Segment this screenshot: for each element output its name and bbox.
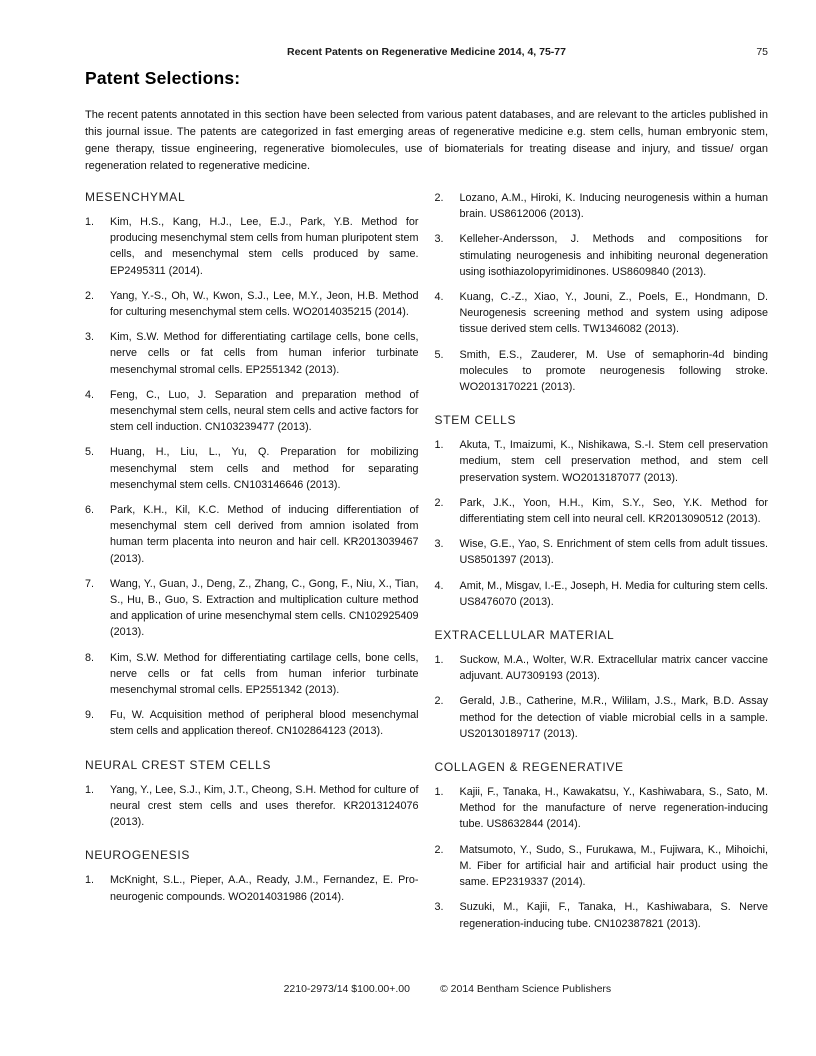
section-heading: NEURAL CREST STEM CELLS xyxy=(85,757,272,772)
reference-number: 2. xyxy=(434,496,444,509)
reference-number: 2. xyxy=(434,843,444,856)
patent-reference xyxy=(435,190,769,222)
reference-number: 7. xyxy=(85,577,95,590)
reference-text: Matsumoto, Y., Sudo, S., Furukawa, M., Fujiwara, K., Mihoichi, M. Fiber for artificial hair and artificial hair product using the same. EP2319337 (2014). xyxy=(459,843,768,889)
reference-number: 3. xyxy=(434,233,444,246)
reference-number: 4. xyxy=(434,579,444,592)
reference-number: 1. xyxy=(434,439,444,452)
patent-reference xyxy=(85,650,419,699)
patent-reference xyxy=(85,707,419,739)
patent-section xyxy=(85,190,419,740)
reference-text: Feng, C., Luo, J. Separation and preparation method of mesenchymal stem cells, neural stem cells and active factors for stem cell induction. CN103239477 (2013). xyxy=(110,388,419,434)
patent-reference xyxy=(85,576,419,641)
reference-text: Wang, Y., Guan, J., Deng, Z., Zhang, C., Gong, F., Niu, X., Tian, S., Hu, B., Guo, S. Extraction and multiplication culture method and application of urine mesenchymal stem cells. CN102925409 (2013). xyxy=(110,577,419,639)
reference-text: Akuta, T., Imaizumi, K., Nishikawa, S.-I. Stem cell preservation medium, stem cell preservation method, and stem cell preservation system. WO2013187077 (2013). xyxy=(459,439,768,484)
reference-number: 3. xyxy=(434,901,444,914)
reference-text: Kim, S.W. Method for differentiating cartilage cells, bone cells, nerve cells or fat cells from human inferior turbinate mesenchymal stromal cells. EP2551342 (2013). xyxy=(110,331,419,376)
right-column xyxy=(435,188,769,941)
patent-reference xyxy=(85,502,419,567)
patent-section xyxy=(435,413,769,610)
patent-reference xyxy=(85,872,419,904)
patent-reference xyxy=(435,495,769,527)
patent-reference xyxy=(435,842,769,891)
reference-text: Park, K.H., Kil, K.C. Method of inducing differentiation of mesenchymal stem cell derived from amnion isolated from human term placenta into neuron and hair cell. KR2013039467 (2013). xyxy=(110,504,419,565)
reference-number: 5. xyxy=(434,348,444,361)
reference-text: Fu, W. Acquisition method of peripheral blood mesenchymal stem cells and application thereof. CN102864123 (2013). xyxy=(110,709,419,738)
patent-section xyxy=(435,190,769,395)
journal-citation: Recent Patents on Regenerative Medicine 2014, 4, 75-77 xyxy=(287,46,566,58)
patent-section xyxy=(85,848,419,904)
reference-text: Amit, M., Misgav, I.-E., Joseph, H. Media for culturing stem cells. US8476070 (2013). xyxy=(459,579,768,608)
reference-number: 1. xyxy=(85,874,95,887)
page-title: Patent Selections: xyxy=(85,68,241,88)
reference-number: 6. xyxy=(85,504,95,517)
intro-paragraph: The recent patents annotated in this section have been selected from various patent databases, and are relevant to the articles published in this journal issue. The patents are categorized in fast emerging areas of regenerative medicine e.g. stem cells, human embryonic stem, gene therapy, tissue engineering, regenerative biomolecules, use of biomaterials for treating disease and injury, and tissue/ organ regeneration related to regenerative medicine. xyxy=(85,109,768,172)
patent-reference xyxy=(85,288,419,320)
section-heading: STEM CELLS xyxy=(434,413,517,428)
patent-reference xyxy=(435,536,769,568)
patent-reference xyxy=(85,444,419,493)
reference-text: Smith, E.S., Zauderer, M. Use of semaphorin-4d binding molecules to promote neurogenesis following stroke. WO2013170221 (2013). xyxy=(459,348,768,394)
patent-reference xyxy=(85,387,419,436)
reference-number: 4. xyxy=(85,388,95,401)
reference-text: Suckow, M.A., Wolter, W.R. Extracellular matrix cancer vaccine adjuvant. AU7309193 (2013). xyxy=(459,654,768,683)
page-footer xyxy=(85,983,768,996)
patent-reference xyxy=(85,214,419,279)
two-column-body xyxy=(85,188,768,941)
patent-reference xyxy=(435,652,769,684)
patent-section xyxy=(85,758,419,831)
reference-text: Yang, Y.-S., Oh, W., Kwon, S.J., Lee, M.Y., Jeon, H.B. Method for culturing mesenchymal stem cells. WO2014035215 (2014). xyxy=(110,289,419,319)
reference-text: Huang, H., Liu, L., Yu, Q. Preparation for mobilizing mesenchymal stem cells and method for separating mesenchymal stem cells. CN103146646 (2013). xyxy=(110,446,419,491)
reference-number: 1. xyxy=(434,654,444,667)
reference-number: 4. xyxy=(434,291,444,304)
patent-reference xyxy=(435,693,769,742)
reference-number: 2. xyxy=(434,192,444,204)
section-heading: COLLAGEN & REGENERATIVE xyxy=(434,760,624,775)
patent-reference xyxy=(435,289,769,338)
reference-text: Kim, S.W. Method for differentiating cartilage cells, bone cells, nerve cells or fat cells from human inferior turbinate mesenchymal stromal cells. EP2551342 (2013). xyxy=(110,651,419,697)
reference-text: McKnight, S.L., Pieper, A.A., Ready, J.M., Fernandez, E. Pro-neurogenic compounds. WO2014031986 (2014). xyxy=(110,874,419,903)
issn-price-code: 2210-2973/14 $100.00+.00 xyxy=(283,983,410,995)
section-heading: EXTRACELLULAR MATERIAL xyxy=(434,628,615,643)
patent-section xyxy=(435,628,769,742)
reference-text: Gerald, J.B., Catherine, M.R., Wililam, J.S., Mark, B.D. Assay method for the detection of viable microbial cells in a sample. US20130189717 (2013). xyxy=(459,695,768,740)
reference-text: Kajii, F., Tanaka, H., Kawakatsu, Y., Kashiwabara, S., Sato, M. Method for the manufacture of nerve regeneration-inducing tube. US8632844 (2014). xyxy=(459,786,768,831)
reference-text: Yang, Y., Lee, S.J., Kim, J.T., Cheong, S.H. Method for culture of neural crest stem cells and uses therefor. KR2013124076 (2013). xyxy=(110,783,419,829)
section-heading: MESENCHYMAL xyxy=(85,190,186,204)
patent-reference xyxy=(85,329,419,378)
reference-text: Wise, G.E., Yao, S. Enrichment of stem cells from adult tissues. US8501397 (2013). xyxy=(459,538,768,567)
patent-reference xyxy=(435,899,769,931)
patent-reference xyxy=(85,782,419,831)
patent-reference xyxy=(435,231,769,280)
patent-reference xyxy=(435,347,769,396)
reference-text: Park, J.K., Yoon, H.H., Kim, S.Y., Seo, Y.K. Method for differentiating stem cell into neural cell. KR2013090512 (2013). xyxy=(459,496,768,526)
reference-text: Suzuki, M., Kajii, F., Tanaka, H., Kashiwabara, S. Nerve regeneration-inducing tube. CN102387821 (2013). xyxy=(459,901,768,930)
reference-number: 2. xyxy=(85,289,95,302)
reference-text: Kelleher-Andersson, J. Methods and compositions for stimulating neurogenesis and inhibiting neuronal degeneration using isothiazolopyrimidinones. US8609840 (2013). xyxy=(459,233,768,278)
copyright-notice: © 2014 Bentham Science Publishers xyxy=(440,983,612,995)
reference-number: 1. xyxy=(434,786,444,799)
reference-number: 3. xyxy=(85,331,95,344)
left-column xyxy=(85,188,419,941)
patent-section xyxy=(435,760,769,932)
reference-number: 9. xyxy=(85,709,95,722)
reference-number: 2. xyxy=(434,695,444,708)
reference-number: 3. xyxy=(434,538,444,551)
page-number: 75 xyxy=(756,46,768,58)
reference-number: 5. xyxy=(85,446,95,459)
reference-text: Lozano, A.M., Hiroki, K. Inducing neurogenesis within a human brain. US8612006 (2013). xyxy=(459,192,768,221)
reference-number: 1. xyxy=(85,783,95,796)
running-head xyxy=(85,46,768,59)
reference-number: 1. xyxy=(85,216,95,228)
reference-number: 8. xyxy=(85,651,95,664)
patent-reference xyxy=(435,578,769,610)
reference-text: Kuang, C.-Z., Xiao, Y., Jouni, Z., Poels, E., Hondmann, D. Neurogenesis screening method and system using adipose tissue derived stem cells. TW1346082 (2013). xyxy=(459,291,768,336)
patent-reference xyxy=(435,784,769,833)
section-heading: NEUROGENESIS xyxy=(85,848,191,863)
reference-text: Kim, H.S., Kang, H.J., Lee, E.J., Park, Y.B. Method for producing mesenchymal stem cells from human pluripotent stem cells, and mesenchymal stem cells produced by same. EP2495311 (2014). xyxy=(110,216,419,277)
patent-reference xyxy=(435,437,769,486)
